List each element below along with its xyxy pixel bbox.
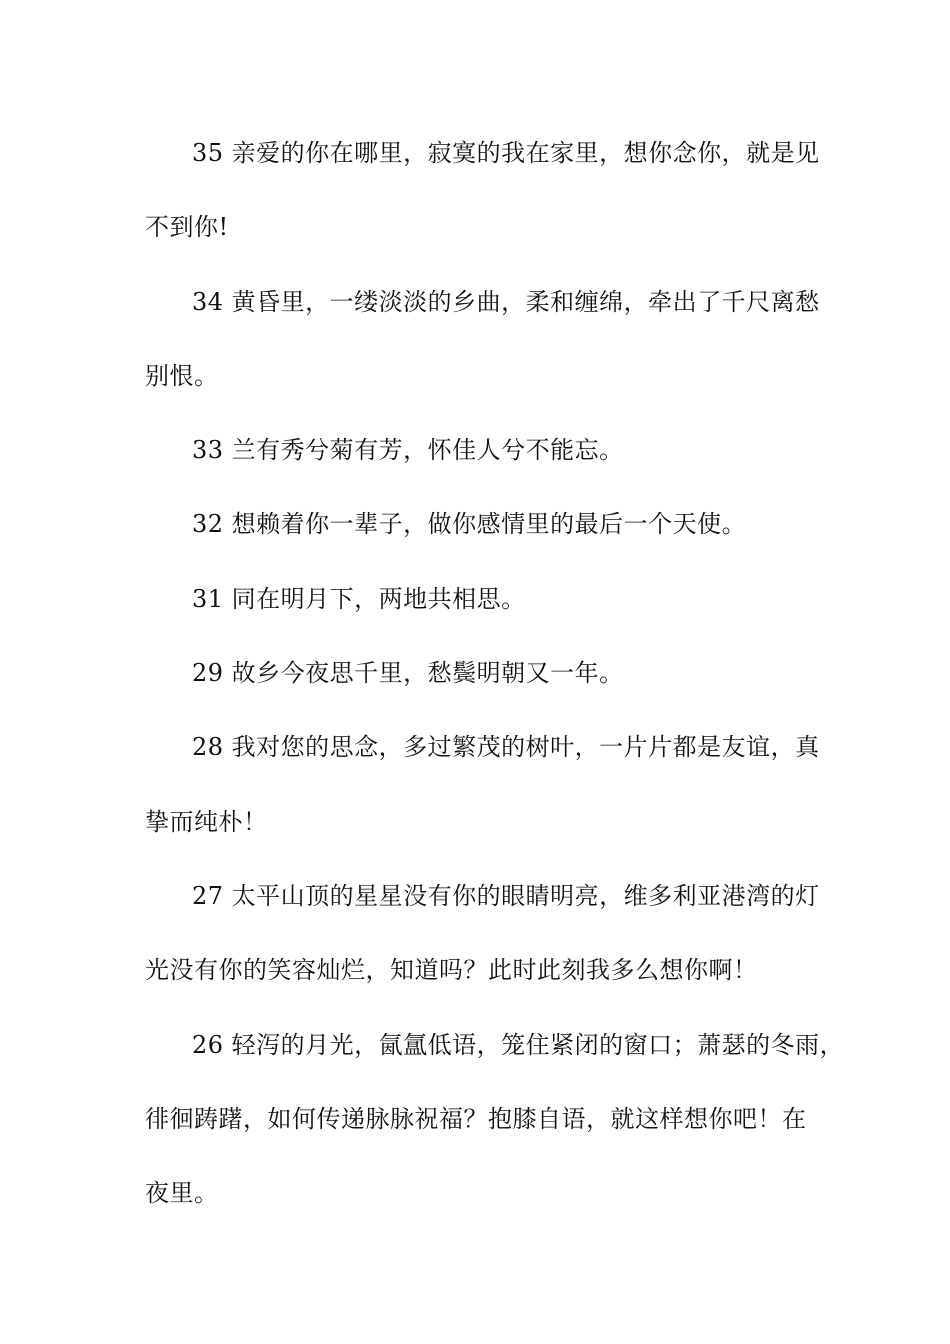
paragraph-35-line-1: 35 亲爱的你在哪里，寂寞的我在家里，想你念你，就是见 — [192, 139, 820, 167]
paragraph-34-line-2: 别恨。 — [145, 362, 219, 390]
paragraph-32-line-1: 32 想赖着你一辈子，做你感情里的最后一个天使。 — [192, 510, 747, 538]
paragraph-26-line-3: 夜里。 — [145, 1179, 219, 1207]
paragraph-29-line-1: 29 故乡今夜思千里，愁鬓明朝又一年。 — [192, 659, 624, 687]
paragraph-31-line-1: 31 同在明月下，两地共相思。 — [192, 585, 526, 613]
paragraph-28-line-2: 挚而纯朴！ — [145, 808, 268, 836]
paragraph-27-line-2: 光没有你的笑容灿烂，知道吗？此时此刻我多么想你啊！ — [145, 956, 758, 984]
paragraph-27-line-1: 27 太平山顶的星星没有你的眼睛明亮，维多利亚港湾的灯 — [192, 882, 820, 910]
paragraph-28-line-1: 28 我对您的思念，多过繁茂的树叶，一片片都是友谊，真 — [192, 733, 820, 761]
paragraph-33-line-1: 33 兰有秀兮菊有芳，怀佳人兮不能忘。 — [192, 436, 624, 464]
paragraph-26-line-1: 26 轻泻的月光，氤氲低语，笼住紧闭的窗口；萧瑟的冬雨， — [192, 1031, 845, 1059]
paragraph-35-line-2: 不到你! — [145, 213, 229, 241]
paragraph-34-line-1: 34 黄昏里，一缕淡淡的乡曲，柔和缠绵，牵出了千尺离愁 — [192, 288, 820, 316]
paragraph-26-line-2: 徘徊踌躇，如何传递脉脉祝福？抱膝自语，就这样想你吧！在 — [145, 1105, 807, 1133]
